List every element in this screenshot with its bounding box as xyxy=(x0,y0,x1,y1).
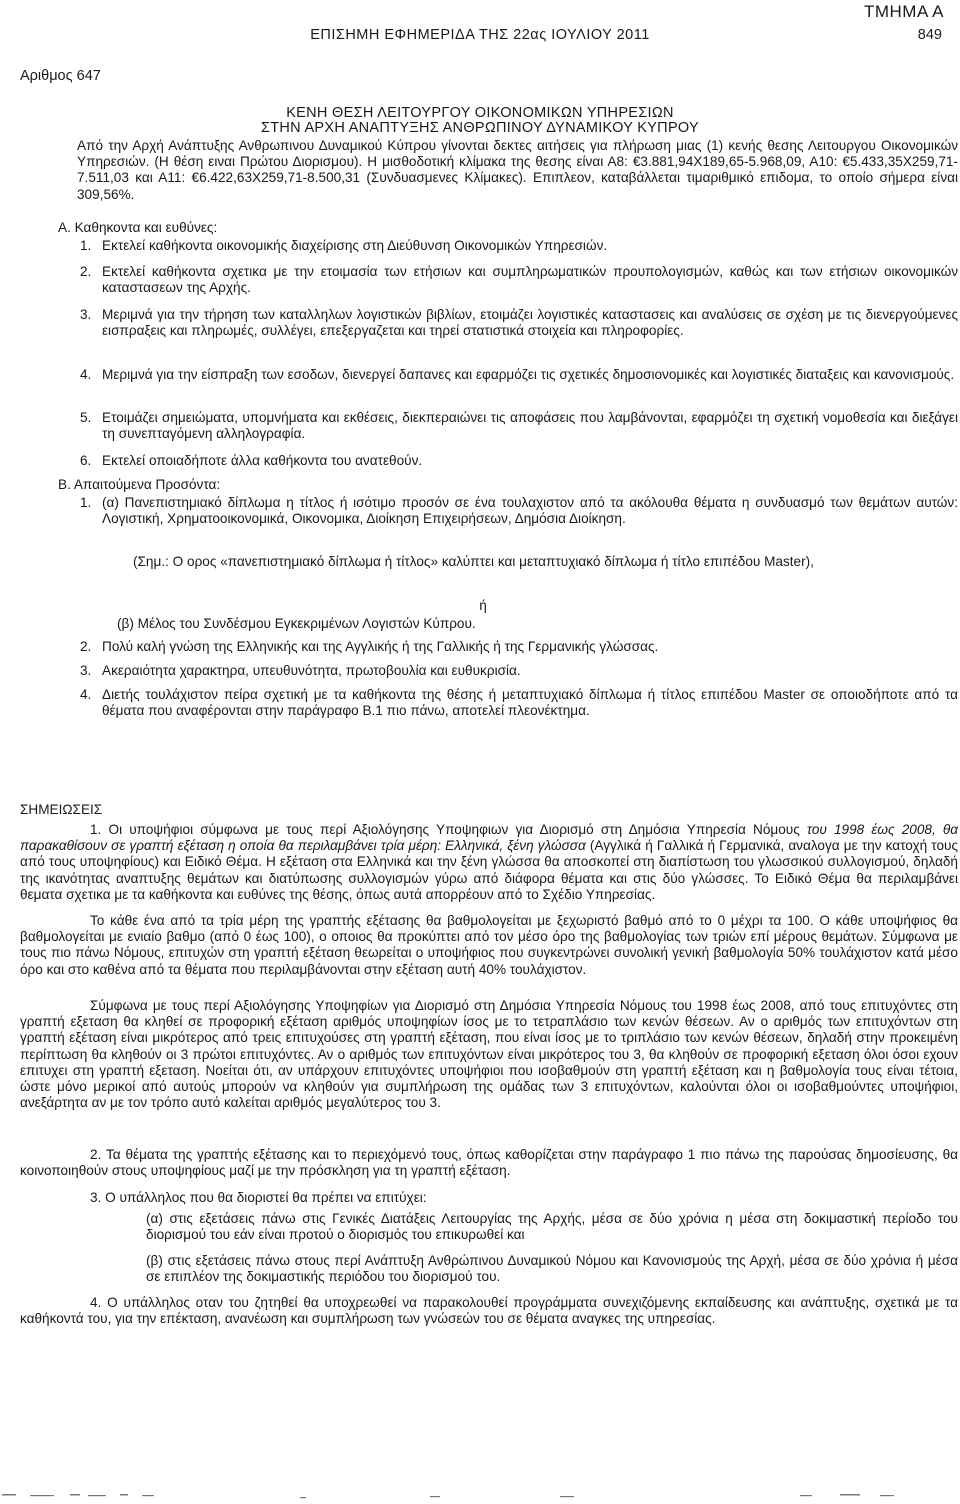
note-1-italic: του 1998 έως 2008, θα παρακαθίσουν σε γραπτή εξέταση η οποία θα περιλαμβάνει τρία μέρη: Ελληνικά, ξένη γλώσσα xyxy=(20,822,958,854)
note-2-text: Τα θέματα της γραπτής εξέτασης και το περιεχόμενό τους, όπως καθορίζεται στην παράγραφο 1 πιο πάνω της παρούσας δημοσίευσης, θα κοινοποιηθούν στους υποψηφίους μαζί με την πρόσκληση για τη γραπτή εξέταση. xyxy=(20,1147,959,1179)
note-3-number: 3. xyxy=(90,1190,102,1205)
duty-number: 3. xyxy=(80,307,92,322)
qualification-text-b: (β) Μέλος του Συνδέσμου Εγκεκριμένων Λογιστών Κύπρου. xyxy=(117,616,476,631)
qualification-text: Πολύ καλή γνώση της Ελληνικής και της Αγγλικής ή της Γαλλικής ή της Γερμανικής γλώσσας. xyxy=(102,639,659,654)
duty-item xyxy=(80,264,958,296)
qualifications-heading: Β. Απαιτούμενα Προσόντα: xyxy=(58,477,221,492)
notice-number: Αριθμος 647 xyxy=(20,68,101,84)
note-1-number: 1. xyxy=(90,822,102,837)
note-1-paragraph-2: Το κάθε ένα από τα τρία μέρη της γραπτής εξέτασης θα βαθμολογείται με ξεχωριστό βαθμό από το 0 μέχρι τα 100. Ο κάθε υποψήφιος θα βαθμολογείται με ενιαίο βαθμο (από 0 έως 100), ο οποιος θα προκύπτει από τον μέσο όρο της βαθμολογίας των τριών επί μέρους θεμάτων. Σύμφωνα με τους πιο πάνω Νόμους, επιτυχών στη γραπτή εξέταση θεωρείται ο υποψήφιος που συγκεντρώνει συνολική γενική βαθμολογία 50% τουλάχιστον κατά μέσο όρο και στο καθένα από τα θέματα που περιλαμβάνονται στην εξέταση αυτή 40% τουλάχιστον. xyxy=(20,913,958,977)
running-head: ΕΠΙΣΗΜΗ ΕΦΗΜΕΡΙΔΑ ΤΗΣ 22ας ΙΟΥΛΙΟΥ 2011 xyxy=(310,27,650,43)
notice-title-line-2: ΣΤΗΝ ΑΡΧΗ ΑΝΑΠΤΥΞΗΣ ΑΝΘΡΩΠΙΝΟΥ ΔΥΝΑΜΙΚΟΥ ΚΥΠΡΟΥ xyxy=(260,120,700,136)
intro-text: Από την Αρχή Ανάπτυξης Ανθρωπινου Δυναμικού Κύπρου γίνονται δεκτες αιτήσεις για πλήρωση μιας (1) κενής θεσης Λειτουργου Οικονομικών Υπηρεσιών. (Η θέση ειναι Πρώτου Διορισμου). Η μισθοδοτική κλίμακα της θεσης είναι Α8: €3.881,94Χ189,65-5.968,09, Α10: €5.433,35Χ259,71-7.511,03 και Α11: €6.422,63Χ259,71-8.500,31 (Συνδυασμενες Κλίμακες). Επιπλεον, καταβάλλεται τιμαριθμικό επιδομα, το οποίο σήμερα είναι 309,56%. xyxy=(77,138,958,202)
note-3-a: (α) στις εξετάσεις πάνω στις Γενικές Διατάξεις Λειτουργίας της Αρχής, μέσα σε δύο χρόνια η μέσα στη δοκιμαστική περίοδο του διορισμού του εάν είναι προτού ο διορισμός του επικυρωθεί και xyxy=(146,1211,958,1243)
note-3-lead: Ο υπάλληλος που θα διοριστεί θα πρέπει να επιτύχει: xyxy=(105,1190,427,1205)
note-1-paragraph-3: Σύμφωνα με τους περί Αξιολόγησης Υποψηφίων για Διορισμό στη Δημόσια Υπηρεσία Νόμους του 1998 έως 2008, από τους επιτυχόντες στη γραπτή εξεταση θα κληθεί σε προφορική εξέταση αριθμός υποψηφίων ίσος με το τετραπλάσιο των κενών θέσεων. Αν ο αριθμός των επιτυχόντων στη γραπτή εξέταση είναι μικρότερος από τρεις επιτυχούσες στη γραπτή εξέταση, που είναι ίσος με το τριπλάσιο των κενών θέσεων, δηλαδή στην προκειμένη περίπτωση θα κληθούν οι 3 πρώτοι επιτυχόντες. Αν ο αριθμός των επιτυχόντων είναι μικρότερος του 3, θα κληθούν σε προφορική εξεταση όλοι όσοι εχουν επιτυχει στη γραπτή εξεταση. Νοείται ότι, αν υπάρχουν επιτυχόντες υποψήφιοι που ισοβαθμούν στη γραπτή εξέταση και η βαθμολογία τους είναι τέτοια, ώστε μόνο μερικοί από αυτούς μπορούν να κληθούν για συμπλήρωση της ομάδας των 3 επιτυχόντων, καλούνται όλοι οι ισοβαθμούντες υποψήφιοι, ανεξάρτητα αν με τον τρόπο αυτό καλείται αριθμός μεγαλύτερος του 3. xyxy=(20,998,958,1111)
duty-number: 1. xyxy=(80,238,92,253)
duties-heading: Α. Καθηκοντα και ευθύνες: xyxy=(58,220,218,235)
qualification-note: (Σημ.: Ο ορος «πανεπιστημιακό δίπλωμα ή τίτλος» καλύπτει και μεταπτυχιακό δίπλωμα ή τίτλο επιπέδου Master), xyxy=(133,554,814,569)
duty-number: 4. xyxy=(80,367,92,382)
note-4-number: 4. xyxy=(90,1295,102,1310)
qualification-text: (α) Πανεπιστημιακό δίπλωμα η τίτλος ή ισότιμο προσόν σε ένα τουλαχιστον από τα ακόλουθα θέματα η συνδυασμό των θεμάτων αυτών: Λογιστική, Χρηματοοικονομικά, Οικονομικα, Διοίκηση Επιχειρήσεων, Δημόσια Διοίκηση. xyxy=(102,495,958,527)
note-4 xyxy=(20,1295,958,1327)
scan-artifact-strip xyxy=(0,1484,960,1504)
page-number: 849 xyxy=(917,27,942,43)
duty-text: Μεριμνά για την τήρηση των καταλληλων λογιστικών βιβλίων, ετοιμάζει λογιστικές καταστασεις και αναλύσεις σε σχέση με τις διενεργούμενες εισπραξεις και πληρωμές, συλλέγει, επεξεργαζεται και τηρεί στατιστικά στοιχεία και πληροφορίες. xyxy=(102,307,958,339)
duty-number: 2. xyxy=(80,264,92,279)
duty-text: Εκτελεί καθήκοντα σχετικα με την ετοιμασία των ετήσιων και συμπληρωματικών προυπολογισμών, καθώς και των ετήσιων οικονομικών καταστασεων της Αρχής. xyxy=(102,264,958,296)
qualification-item xyxy=(80,663,958,679)
duty-item xyxy=(80,367,958,383)
notes-heading: ΣΗΜΕΙΩΣΕΙΣ xyxy=(20,802,103,817)
qualification-item xyxy=(80,639,958,655)
duty-text: Μεριμνά για την είσπραξη των εσοδων, διενεργεί δαπανες και εφαρμόζει τις σχετικές δημοσιονομικές και λογιστικές διαταξεις και κανονισμούς. xyxy=(102,367,955,382)
duty-item xyxy=(80,453,958,469)
qualification-text: Ακεραιότητα χαρακτηρα, υπευθυνότητα, πρωτοβουλία και ευθυκρισία. xyxy=(102,663,521,678)
qualification-number: 1. xyxy=(80,495,92,510)
duty-number: 6. xyxy=(80,453,92,468)
qualification-number: 4. xyxy=(80,687,92,702)
qualification-item xyxy=(80,687,958,719)
note-1 xyxy=(20,822,958,903)
duty-text: Εκτελεί καθήκοντα οικονομικής διαχείρισης στη Διεύθυνση Οικονομικών Υπηρεσιών. xyxy=(102,238,608,253)
duty-number: 5. xyxy=(80,410,92,425)
duty-text: Εκτελεί οποιαδήποτε άλλα καθήκοντα του ανατεθούν. xyxy=(102,453,423,468)
duty-item xyxy=(80,238,958,254)
duty-text: Ετοιμάζει σημειώματα, υπομνήματα και εκθέσεις, διεκπεραιώνει τις αποφάσεις που λαμβάνονται, εφαρμόζει τη σχετική νομοθεσία και διεξάγει τη συνεπταγόμενη αλληλογραφία. xyxy=(102,410,958,442)
qualification-number: 2. xyxy=(80,639,92,654)
qualification-text: Διετής τουλάχιστον πείρα σχετική με τα καθήκοντα της θέσης ή μεταπτυχιακό δίπλωμα ή τίτλος επιπέδου Master σε οποιοδήποτε από τα θέματα που αναφέρονται στην παράγραφο Β.1 πιο πάνω, αποτελεί πλεονέκτημα. xyxy=(102,687,958,719)
intro-paragraph xyxy=(77,138,958,203)
note-2 xyxy=(20,1147,958,1179)
note-4-text: Ο υπάλληλος οταν του ζητηθεί θα υποχρεωθεί να παρακολουθεί προγράμματα συνεχιζόμενης εκπαίδευσης και ανάπτυξης, σχετικά με τα καθήκοντά του, για την επέκταση, ανανέωση και συμπλήρωση των γνώσεών του σε θέματα αναγκες της υπηρεσίας. xyxy=(20,1295,959,1327)
qualification-item xyxy=(80,495,958,527)
note-3 xyxy=(20,1190,958,1206)
note-3-b: (β) στις εξετάσεις πάνω στους περί Ανάπτυξη Ανθρώπινου Δυναμικού Νόμου και Κανονισμούς της Αρχή, μέσα σε δύο χρόνια ή μέσα σε επιπλέον της δοκιμαστικής περιόδου του διορισμού του. xyxy=(146,1253,958,1285)
section-tag: ΤΜΗΜΑ Α xyxy=(863,2,944,21)
notice-title-line-1: ΚΕΝΗ ΘΕΣΗ ΛΕΙΤΟΥΡΓΟΥ ΟΙΚΟΝΟΜΙΚΩΝ ΥΠΗΡΕΣΙΩΝ xyxy=(286,105,674,121)
note-2-number: 2. xyxy=(90,1147,102,1162)
duty-item xyxy=(80,410,958,442)
qualification-number: 3. xyxy=(80,663,92,678)
note-1-rest: (Αγγλικά ή Γαλλικά ή Γερμανικά, αναλογα με την κατοχή τους από τους υποψηφίους) και Ειδικό Θέμα. Η εξέταση στα Ελληνικά και την ξένη γλώσσα θα αποσκοπεί στη διαπίστωση του γλωσσικού συλλογισμού, δηλαδή της ικανότητας αναπτυξης θεμάτων και διατύπωσης συλλογισμών γύρω από διάφορα θέματα και στις δύο γλώσσες. Το Ειδικό Θέμα θα περιλαμβάνει θεματα σχετικα με τα καθήκοντα και ευθύνες της θέσης, όπως αυτά απορρέουν από το Σχέδιο Υπηρεσίας. xyxy=(20,838,958,902)
qualification-or: ή xyxy=(479,598,487,613)
note-1-lead: Οι υποψήφιοι σύμφωνα με τους περί Αξιολόγησης Υποψηφιων για Διορισμό στη Δημόσια Υπηρεσία Νόμους xyxy=(108,822,800,837)
duty-item xyxy=(80,307,958,339)
